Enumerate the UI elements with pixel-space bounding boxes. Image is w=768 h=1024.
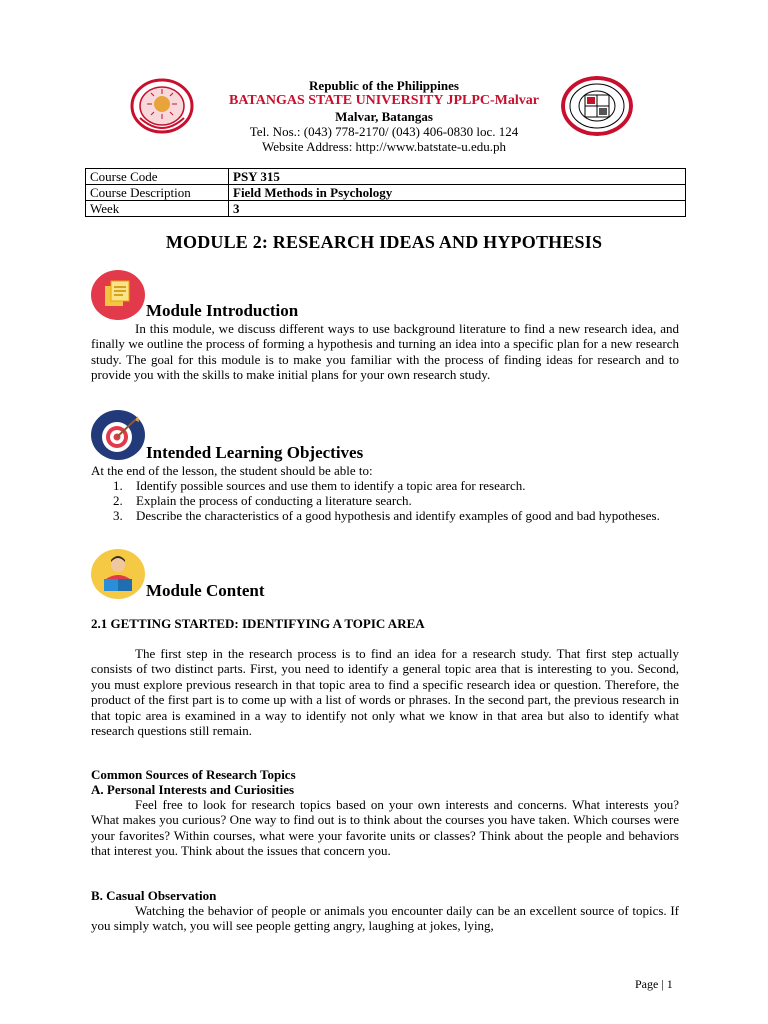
module-content-heading: Module Content (146, 581, 265, 600)
telephone-line: Tel. Nos.: (043) 778-2170/ (043) 406-0830 loc. 124 (249, 124, 519, 139)
section-2-1-text (91, 646, 679, 738)
course-code-label: Course Code (86, 169, 229, 185)
module-introduction-text (91, 321, 679, 383)
course-code-value: PSY 315 (229, 169, 686, 185)
reader-icon (91, 549, 147, 599)
university-name: BATANGAS STATE UNIVERSITY JPLPC-Malvar (229, 93, 539, 108)
town-line: Malvar, Batangas (335, 109, 433, 124)
objectives-list (91, 478, 679, 524)
letterhead (0, 76, 768, 156)
website-line: Website Address: http://www.batstate-u.edu.ph (262, 139, 506, 154)
module-title: MODULE 2: RESEARCH IDEAS AND HYPOTHESIS (165, 232, 603, 252)
notes-icon (91, 270, 147, 320)
personal-interests-text (91, 797, 679, 859)
course-description-value: Field Methods in Psychology (229, 185, 686, 201)
week-value: 3 (229, 201, 686, 217)
section-2-1-title: 2.1 GETTING STARTED: IDENTIFYING A TOPIC AREA (91, 616, 425, 631)
list-item: 2. Explain the process of conducting a literature search. (113, 493, 412, 509)
republic-line: Republic of the Philippines (309, 78, 459, 93)
course-description-label: Course Description (86, 185, 229, 201)
page-number: Page | 1 (635, 977, 673, 991)
week-label: Week (86, 201, 229, 217)
target-icon (91, 410, 147, 460)
list-item: 1. Identify possible sources and use them to identify a topic area for research. (113, 478, 526, 493)
casual-observation-title: B. Casual Observation (91, 888, 217, 903)
objective-text: Identify possible sources and use them to identify a topic area for research. (136, 478, 526, 493)
module-introduction-heading: Module Introduction (146, 301, 299, 320)
table-row (86, 185, 686, 201)
section-paragraph: The first step in the research process is to find an idea for a research study. That first step actually consists of two distinct parts. First, you need to identify a general topic area that is interesting to you. Second, you must explore previous research in that topic area to find a specific research idea or question. Therefore, the product of the first part is to come up with a list of words or phrases. In the second part, the previous research in that topic area is examined in a way to identify not only what we know in that area but also to identify what research questions still remain. (91, 646, 679, 739)
casual-observation-text (91, 903, 679, 934)
table-row (86, 169, 686, 185)
common-sources-title: Common Sources of Research Topics (91, 767, 296, 782)
learning-objectives-heading: Intended Learning Objectives (146, 443, 364, 462)
objective-text: Explain the process of conducting a literature search. (136, 493, 412, 509)
objective-text: Describe the characteristics of a good hypothesis and identify examples of good and bad hypotheses. (136, 508, 660, 524)
table-row (86, 201, 686, 217)
personal-interests-paragraph: Feel free to look for research topics based on your own interests and concerns. What interests you? What makes you curious? One way to find out is to think about the courses you have taken. Which courses were your favorites? Within courses, what were your favorite units or classes? Think about the people and behaviors that interest you. Think about the issues that concern you. (91, 797, 679, 859)
objectives-lead: At the end of the lesson, the student should be able to: (91, 463, 373, 478)
list-item: 3. Describe the characteristics of a good hypothesis and identify examples of good and bad hypotheses. (113, 508, 660, 524)
casual-observation-paragraph: Watching the behavior of people or animals you encounter daily can be an excellent source of topics. If you simply watch, you will see people getting angry, laughing at jokes, lying, (91, 903, 679, 934)
intro-paragraph: In this module, we discuss different ways to use background literature to find a new research idea, and finally we outline the process of forming a hypothesis and turning an idea into a specific plan for a new research study. The goal for this module is to make you familiar with the process of finding ideas for research and to provide you with the skills to make initial plans for your own research study. (91, 321, 679, 383)
course-info-table (85, 168, 686, 217)
personal-interests-title: A. Personal Interests and Curiosities (91, 782, 295, 797)
